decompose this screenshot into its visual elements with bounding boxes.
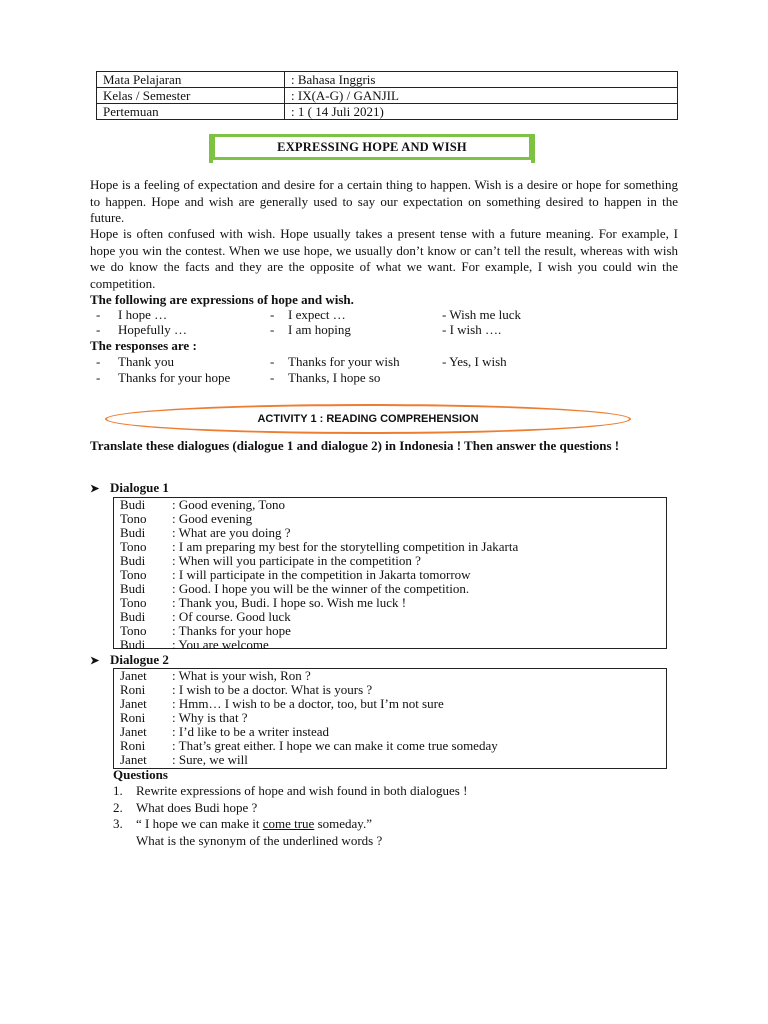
speaker: Janet [120, 724, 147, 739]
utterance: : When will you participate in the competition ? [172, 553, 421, 568]
expressions-row [90, 322, 678, 338]
dialogue-line [114, 725, 666, 739]
expression-item-dashed: - Wish me luck [442, 307, 522, 322]
utterance: : Why is that ? [172, 710, 248, 725]
instruction-text: Translate these dialogues (dialogue 1 and dialogue 2) in Indonesia ! Then answer the questions ! [90, 438, 620, 453]
utterance: : Hmm… I wish to be a doctor, too, but I’m not sure [172, 696, 444, 711]
utterance: : I’d like to be a writer instead [172, 724, 330, 739]
intro-paragraph: Hope is a feeling of expectation and desire for a certain thing to happen. Wish is a desire or hope for something to happen. Hope and wish are generally used to say our expectation on something desired to happen in the future. [90, 177, 678, 225]
dialogue-line [114, 498, 666, 512]
question-text: Rewrite expressions of hope and wish found in both dialogues ! [136, 783, 468, 798]
dialogue-line [114, 568, 666, 582]
utterance: : You are welcome [172, 637, 269, 652]
dialogue2-heading [90, 652, 169, 669]
expression-item: Hopefully … [118, 322, 187, 337]
class-label: Kelas / Semester [97, 88, 285, 104]
subject-label: Mata Pelajaran [97, 72, 285, 88]
speaker: Janet [120, 668, 147, 683]
dash: - [96, 370, 101, 385]
dialogue-line [114, 683, 666, 697]
utterance: : That’s great either. I hope we can make it come true someday [172, 738, 498, 753]
speaker: Budi [120, 581, 146, 596]
expressions-heading: The following are expressions of hope and wish. [90, 292, 354, 307]
table-row [97, 88, 678, 104]
dialogue-line [114, 697, 666, 711]
response-item: Thanks for your hope [118, 370, 231, 385]
dialogue-line [114, 582, 666, 596]
dialogue-line [114, 526, 666, 540]
quote-end: someday.” [314, 816, 372, 831]
speaker: Roni [120, 682, 146, 697]
question-followup: What is the synonym of the underlined words ? [136, 832, 383, 848]
utterance: : Good evening, Tono [172, 497, 285, 512]
meeting-label: Pertemuan [97, 104, 285, 120]
utterance: : What is your wish, Ron ? [172, 668, 311, 683]
dash: - [270, 354, 275, 369]
dialogue2-box [113, 668, 667, 769]
dialogue-line [114, 753, 666, 767]
question-number: 1. [113, 783, 123, 798]
speaker: Tono [120, 595, 147, 610]
response-item: Thanks for your wish [288, 354, 400, 369]
utterance: : Good. I hope you will be the winner of the competition. [172, 581, 470, 596]
utterance: : I am preparing my best for the storytelling competition in Jakarta [172, 539, 519, 554]
response-item: Yes, I wish [449, 354, 507, 369]
responses-heading: The responses are : [90, 338, 197, 353]
dash: - [96, 322, 101, 337]
expression-item: I expect … [288, 307, 346, 322]
utterance: : Thank you, Budi. I hope so. Wish me luck ! [172, 595, 407, 610]
arrow-bullet-icon: ➤ [90, 483, 100, 495]
utterance: : Thanks for your hope [172, 623, 291, 638]
speaker: Tono [120, 511, 147, 526]
speaker: Budi [120, 497, 146, 512]
dash: - [96, 354, 101, 369]
expression-item: Wish me luck [449, 307, 522, 322]
speaker: Janet [120, 696, 147, 711]
dialogue-line [114, 554, 666, 568]
dialogue-line [114, 669, 666, 683]
dialogue2-title: Dialogue 2 [110, 652, 169, 667]
subject-info-table [96, 71, 678, 120]
speaker: Roni [120, 710, 146, 725]
question-text: What does Budi hope ? [136, 799, 258, 815]
dash: - [96, 307, 101, 322]
speaker: Budi [120, 525, 146, 540]
expression-item: I hope … [118, 307, 168, 322]
responses-row [90, 354, 678, 370]
dialogue-line [114, 624, 666, 638]
dialogue-line [114, 711, 666, 725]
table-row [97, 72, 678, 88]
responses-row [90, 370, 678, 386]
dialogue1-box [113, 497, 667, 652]
dash: - [270, 307, 275, 322]
questions-heading: Questions [113, 767, 168, 782]
speaker: Tono [120, 539, 147, 554]
explanation-paragraph: Hope is often confused with wish. Hope usually takes a present tense with a future meaning. For example, I hope you win the contest. When we use hope, we usually don’t know or can’t tell the result, whereas with wish we do know the facts and they are the opposite of what we want. For example, I wish you could win the competition. [90, 226, 678, 291]
speaker: Tono [120, 623, 147, 638]
expressions-row [90, 307, 678, 323]
response-item: Thank you [118, 354, 174, 369]
question-number: 2. [113, 799, 123, 815]
speaker: Budi [120, 637, 146, 652]
utterance: : Good evening [172, 511, 253, 526]
dialogue-line [114, 638, 666, 652]
dialogue-line [114, 512, 666, 526]
utterance: : Sure, we will [172, 752, 248, 767]
speaker: Roni [120, 738, 146, 753]
response-item: Thanks, I hope so [288, 370, 381, 385]
expression-item-dashed: - I wish …. [442, 322, 502, 337]
underlined-phrase: come true [262, 816, 315, 831]
dash: - [270, 370, 275, 385]
activity-label: ACTIVITY 1 : READING COMPREHENSION [105, 404, 631, 434]
dash: - [270, 322, 275, 337]
arrow-bullet-icon: ➤ [90, 655, 100, 667]
dialogue-line [114, 540, 666, 554]
dialogue1-heading [90, 480, 169, 497]
dialogue-line [114, 739, 666, 753]
page-title: EXPRESSING HOPE AND WISH [212, 134, 532, 160]
expression-item: I am hoping [288, 322, 351, 337]
question-number: 3. [113, 816, 123, 831]
dialogue1-title: Dialogue 1 [110, 480, 169, 495]
table-row [97, 104, 678, 120]
class-value: : IX(A-G) / GANJIL [285, 88, 678, 104]
question-text [136, 816, 372, 833]
speaker: Janet [120, 752, 147, 767]
dialogue-line [114, 610, 666, 624]
subject-value: : Bahasa Inggris [285, 72, 678, 88]
utterance: : What are you doing ? [172, 525, 291, 540]
meeting-value: : 1 ( 14 Juli 2021) [285, 104, 678, 120]
response-item-dashed: - Yes, I wish [442, 354, 507, 369]
speaker: Tono [120, 567, 147, 582]
utterance: : Of course. Good luck [172, 609, 291, 624]
utterance: : I will participate in the competition in Jakarta tomorrow [172, 567, 471, 582]
dialogue-line [114, 596, 666, 610]
utterance: : I wish to be a doctor. What is yours ? [172, 682, 373, 697]
quote-start: “ I hope we can make it [136, 816, 263, 831]
expression-item: I wish …. [449, 322, 502, 337]
speaker: Budi [120, 609, 146, 624]
speaker: Budi [120, 553, 146, 568]
